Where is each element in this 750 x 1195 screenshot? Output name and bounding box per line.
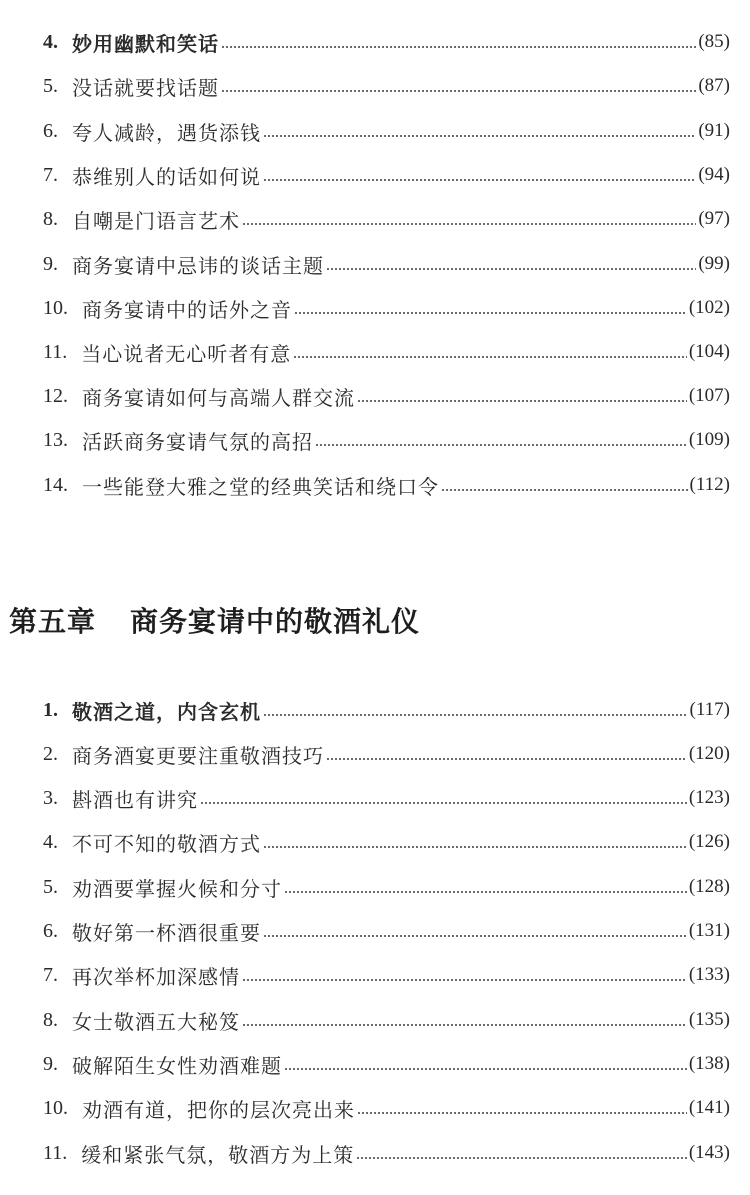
- dot-leader: [284, 1068, 687, 1070]
- chapter-number: 第五章: [9, 605, 97, 638]
- dot-leader: [284, 891, 687, 893]
- toc-entry-title: 商务宴请中忌讳的谈话主题: [72, 253, 324, 278]
- toc-entry[interactable]: [43, 204, 730, 234]
- toc-entry-title: 再次举杯加深感情: [72, 964, 240, 989]
- toc-entry[interactable]: [43, 1049, 730, 1079]
- chapter-heading[interactable]: [9, 600, 420, 640]
- toc-entry-page: (120): [688, 743, 730, 764]
- toc-entry-title: 没话就要找话题: [72, 75, 219, 100]
- toc-entry-title: 活跃商务宴请气氛的高招: [82, 429, 313, 454]
- toc-entry-title: 商务酒宴更要注重敬酒技巧: [72, 743, 324, 768]
- dot-leader: [294, 312, 687, 314]
- toc-entry-title: 敬酒之道，内含玄机: [72, 699, 261, 724]
- dot-leader: [315, 444, 687, 446]
- toc-entry-title: 商务宴请如何与高端人群交流: [82, 385, 355, 410]
- toc-entry-number: 7.: [43, 963, 58, 986]
- toc-entry[interactable]: [43, 695, 730, 725]
- toc-entry-number: 5.: [43, 875, 58, 898]
- toc-entry-number: 11.: [43, 340, 68, 363]
- toc-entry-page: (109): [688, 429, 730, 450]
- toc-entry[interactable]: [43, 381, 730, 411]
- toc-entry-page: (126): [688, 831, 730, 852]
- toc-entry[interactable]: [43, 739, 730, 769]
- toc-entry-number: 11.: [43, 1141, 68, 1164]
- toc-entry-page: (97): [698, 208, 730, 229]
- dot-leader: [356, 1157, 687, 1159]
- toc-entry[interactable]: [43, 337, 730, 367]
- dot-leader: [357, 1112, 687, 1114]
- toc-entry-title: 破解陌生女性劝酒难题: [72, 1053, 282, 1078]
- toc-entry-title: 缓和紧张气氛，敬酒方为上策: [81, 1142, 355, 1167]
- dot-leader: [293, 356, 687, 358]
- toc-entry-page: (133): [688, 964, 730, 985]
- toc-entry-title: 一些能登大雅之堂的经典笑话和绕口令: [82, 474, 439, 499]
- toc-entry[interactable]: [43, 425, 730, 455]
- toc-entry[interactable]: [43, 293, 730, 323]
- dot-leader: [441, 489, 688, 491]
- toc-entry-page: (128): [688, 876, 730, 897]
- toc-entry[interactable]: [43, 160, 730, 190]
- toc-entry-page: (102): [688, 297, 730, 318]
- dot-leader: [263, 935, 687, 937]
- toc-entry-page: (91): [698, 120, 730, 141]
- chapter-title: 商务宴请中的敬酒礼仪: [130, 605, 421, 638]
- toc-entry-number: 7.: [43, 163, 58, 186]
- toc-entry[interactable]: [43, 116, 730, 146]
- toc-entry-title: 劝酒要掌握火候和分寸: [72, 876, 282, 901]
- toc-entry-page: (135): [688, 1009, 730, 1030]
- toc-entry[interactable]: [43, 827, 730, 857]
- toc-entry-title: 夸人减龄，遇货添钱: [72, 120, 261, 145]
- toc-entry-number: 4.: [43, 30, 58, 53]
- toc-entry-title: 当心说者无心听者有意: [81, 341, 292, 366]
- toc-entry-page: (85): [698, 31, 730, 52]
- toc-entry-page: (141): [688, 1097, 730, 1118]
- toc-entry-page: (107): [688, 385, 730, 406]
- toc-entry-number: 8.: [43, 1008, 58, 1031]
- toc-entry-number: 6.: [43, 919, 58, 942]
- toc-entry-page: (131): [688, 920, 730, 941]
- toc-entry-number: 13.: [43, 428, 68, 451]
- toc-entry-number: 8.: [43, 207, 58, 230]
- toc-entry-page: (123): [688, 787, 730, 808]
- toc-entry-number: 3.: [43, 786, 58, 809]
- dot-leader: [326, 268, 696, 270]
- toc-entry-number: 12.: [43, 384, 68, 407]
- toc-entry[interactable]: [43, 916, 730, 946]
- toc-entry-number: 4.: [43, 830, 58, 853]
- toc-entry-number: 10.: [43, 1096, 68, 1119]
- toc-entry-title: 商务宴请中的话外之音: [82, 297, 292, 322]
- toc-entry-title: 自嘲是门语言艺术: [72, 208, 240, 233]
- toc-entry-page: (104): [688, 341, 730, 362]
- dot-leader: [263, 179, 696, 181]
- toc-entry[interactable]: [43, 960, 730, 990]
- dot-leader: [263, 846, 687, 848]
- toc-entry[interactable]: [43, 249, 730, 279]
- dot-leader: [221, 46, 696, 48]
- toc-entry-number: 2.: [43, 742, 58, 765]
- dot-leader: [326, 758, 687, 760]
- toc-entry[interactable]: [43, 1005, 730, 1035]
- toc-entry-title: 女士敬酒五大秘笈: [72, 1009, 240, 1034]
- toc-entry[interactable]: [43, 1093, 730, 1123]
- dot-leader: [242, 223, 696, 225]
- toc-entry-page: (138): [688, 1053, 730, 1074]
- toc-entry[interactable]: [43, 71, 730, 101]
- toc-entry-number: 6.: [43, 119, 58, 142]
- toc-entry[interactable]: [43, 1138, 730, 1168]
- toc-entry-number: 9.: [43, 1052, 58, 1075]
- dot-leader: [263, 135, 696, 137]
- toc-entry-number: 9.: [43, 252, 58, 275]
- toc-entry-number: 1.: [43, 698, 58, 721]
- toc-entry-number: 10.: [43, 296, 68, 319]
- dot-leader: [242, 1024, 687, 1026]
- toc-entry[interactable]: [43, 872, 730, 902]
- toc-entry-title: 劝酒有道，把你的层次亮出来: [82, 1097, 355, 1122]
- toc-entry-page: (117): [689, 699, 730, 720]
- toc-entry-page: (87): [698, 75, 730, 96]
- toc-entry-page: (143): [688, 1142, 730, 1163]
- toc-entry-title: 恭维别人的话如何说: [72, 164, 261, 189]
- dot-leader: [221, 90, 696, 92]
- dot-leader: [200, 802, 687, 804]
- toc-entry[interactable]: [43, 470, 730, 500]
- toc-entry[interactable]: [43, 783, 730, 813]
- toc-entry-title: 敬好第一杯酒很重要: [72, 920, 261, 945]
- toc-entry-title: 妙用幽默和笑话: [72, 31, 219, 56]
- toc-entry-page: (94): [698, 164, 730, 185]
- toc-entry[interactable]: [43, 27, 730, 57]
- toc-entry-title: 不可不知的敬酒方式: [72, 831, 261, 856]
- dot-leader: [357, 400, 687, 402]
- toc-entry-number: 14.: [43, 473, 68, 496]
- toc-entry-title: 斟酒也有讲究: [72, 787, 198, 812]
- dot-leader: [242, 979, 687, 981]
- toc-entry-page: (112): [689, 474, 730, 495]
- toc-entry-number: 5.: [43, 74, 58, 97]
- toc-entry-page: (99): [698, 253, 730, 274]
- dot-leader: [263, 714, 688, 716]
